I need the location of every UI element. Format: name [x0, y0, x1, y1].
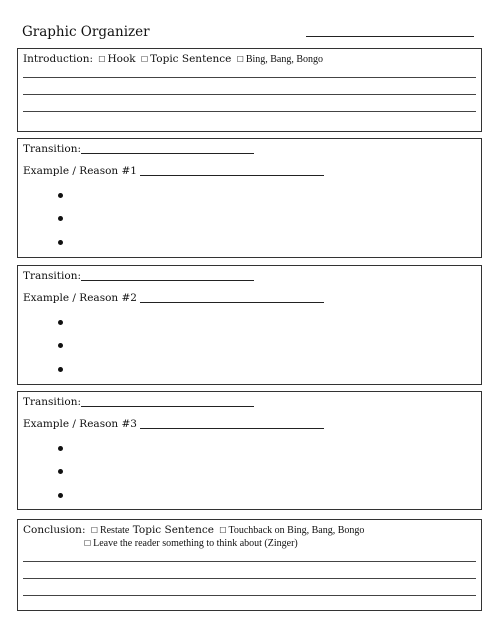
example-section-2: [17, 265, 482, 385]
transition-label: Transition:: [23, 396, 81, 408]
topic-sentence-label: Topic Sentence: [132, 524, 214, 536]
transition-row: [23, 270, 254, 282]
restate-checkbox[interactable]: □: [90, 525, 98, 534]
conclusion-box: [17, 519, 482, 611]
writing-line[interactable]: [23, 561, 476, 562]
bullet-point: [58, 193, 63, 198]
writing-line[interactable]: [23, 595, 476, 596]
example-section-3: [17, 391, 482, 510]
hook-label: Hook: [107, 53, 136, 65]
bullet-point: [58, 469, 63, 474]
page-title: Graphic Organizer: [22, 24, 150, 40]
introduction-box: [17, 48, 482, 132]
example-row: [23, 292, 324, 304]
topic-sentence-checkbox[interactable]: □: [141, 54, 149, 63]
restate-label: Restate: [99, 525, 130, 536]
example-reason-blank[interactable]: [140, 165, 324, 176]
zinger-row: [82, 537, 298, 549]
bing-bang-bongo-label: Bing, Bang, Bongo: [245, 54, 324, 65]
introduction-row: [23, 53, 323, 65]
zinger-checkbox[interactable]: □: [84, 538, 92, 547]
bullet-point: [58, 446, 63, 451]
transition-label: Transition:: [23, 270, 81, 282]
zinger-label: Leave the reader something to think about (Zinger): [93, 538, 298, 549]
transition-blank[interactable]: [81, 143, 254, 154]
writing-line[interactable]: [23, 578, 476, 579]
transition-label: Transition:: [23, 143, 81, 155]
transition-blank[interactable]: [81, 396, 254, 407]
example-reason-blank[interactable]: [140, 418, 324, 429]
conclusion-row: [23, 524, 364, 536]
writing-line[interactable]: [23, 111, 476, 112]
hook-checkbox[interactable]: □: [98, 54, 106, 63]
example-reason-label: Example / Reason #3: [23, 418, 137, 430]
example-reason-blank[interactable]: [140, 292, 324, 303]
introduction-label: Introduction:: [23, 53, 94, 65]
transition-row: [23, 143, 254, 155]
bullet-point: [58, 343, 63, 348]
example-reason-label: Example / Reason #2: [23, 292, 137, 304]
bullet-point: [58, 216, 63, 221]
bullet-point: [58, 240, 63, 245]
topic-sentence-label: Topic Sentence: [150, 53, 232, 65]
bing-bang-bongo-checkbox[interactable]: □: [236, 54, 244, 63]
bullet-point: [58, 367, 63, 372]
touchback-label: Touchback on Bing, Bang, Bongo: [228, 525, 365, 536]
example-row: [23, 418, 324, 430]
transition-blank[interactable]: [81, 270, 254, 281]
name-line[interactable]: [306, 36, 474, 37]
conclusion-label: Conclusion:: [23, 524, 86, 536]
example-reason-label: Example / Reason #1: [23, 165, 137, 177]
transition-row: [23, 396, 254, 408]
example-section-1: [17, 138, 482, 258]
bullet-point: [58, 493, 63, 498]
writing-line[interactable]: [23, 77, 476, 78]
bullet-point: [58, 320, 63, 325]
touchback-checkbox[interactable]: □: [219, 525, 227, 534]
writing-line[interactable]: [23, 94, 476, 95]
example-row: [23, 165, 324, 177]
